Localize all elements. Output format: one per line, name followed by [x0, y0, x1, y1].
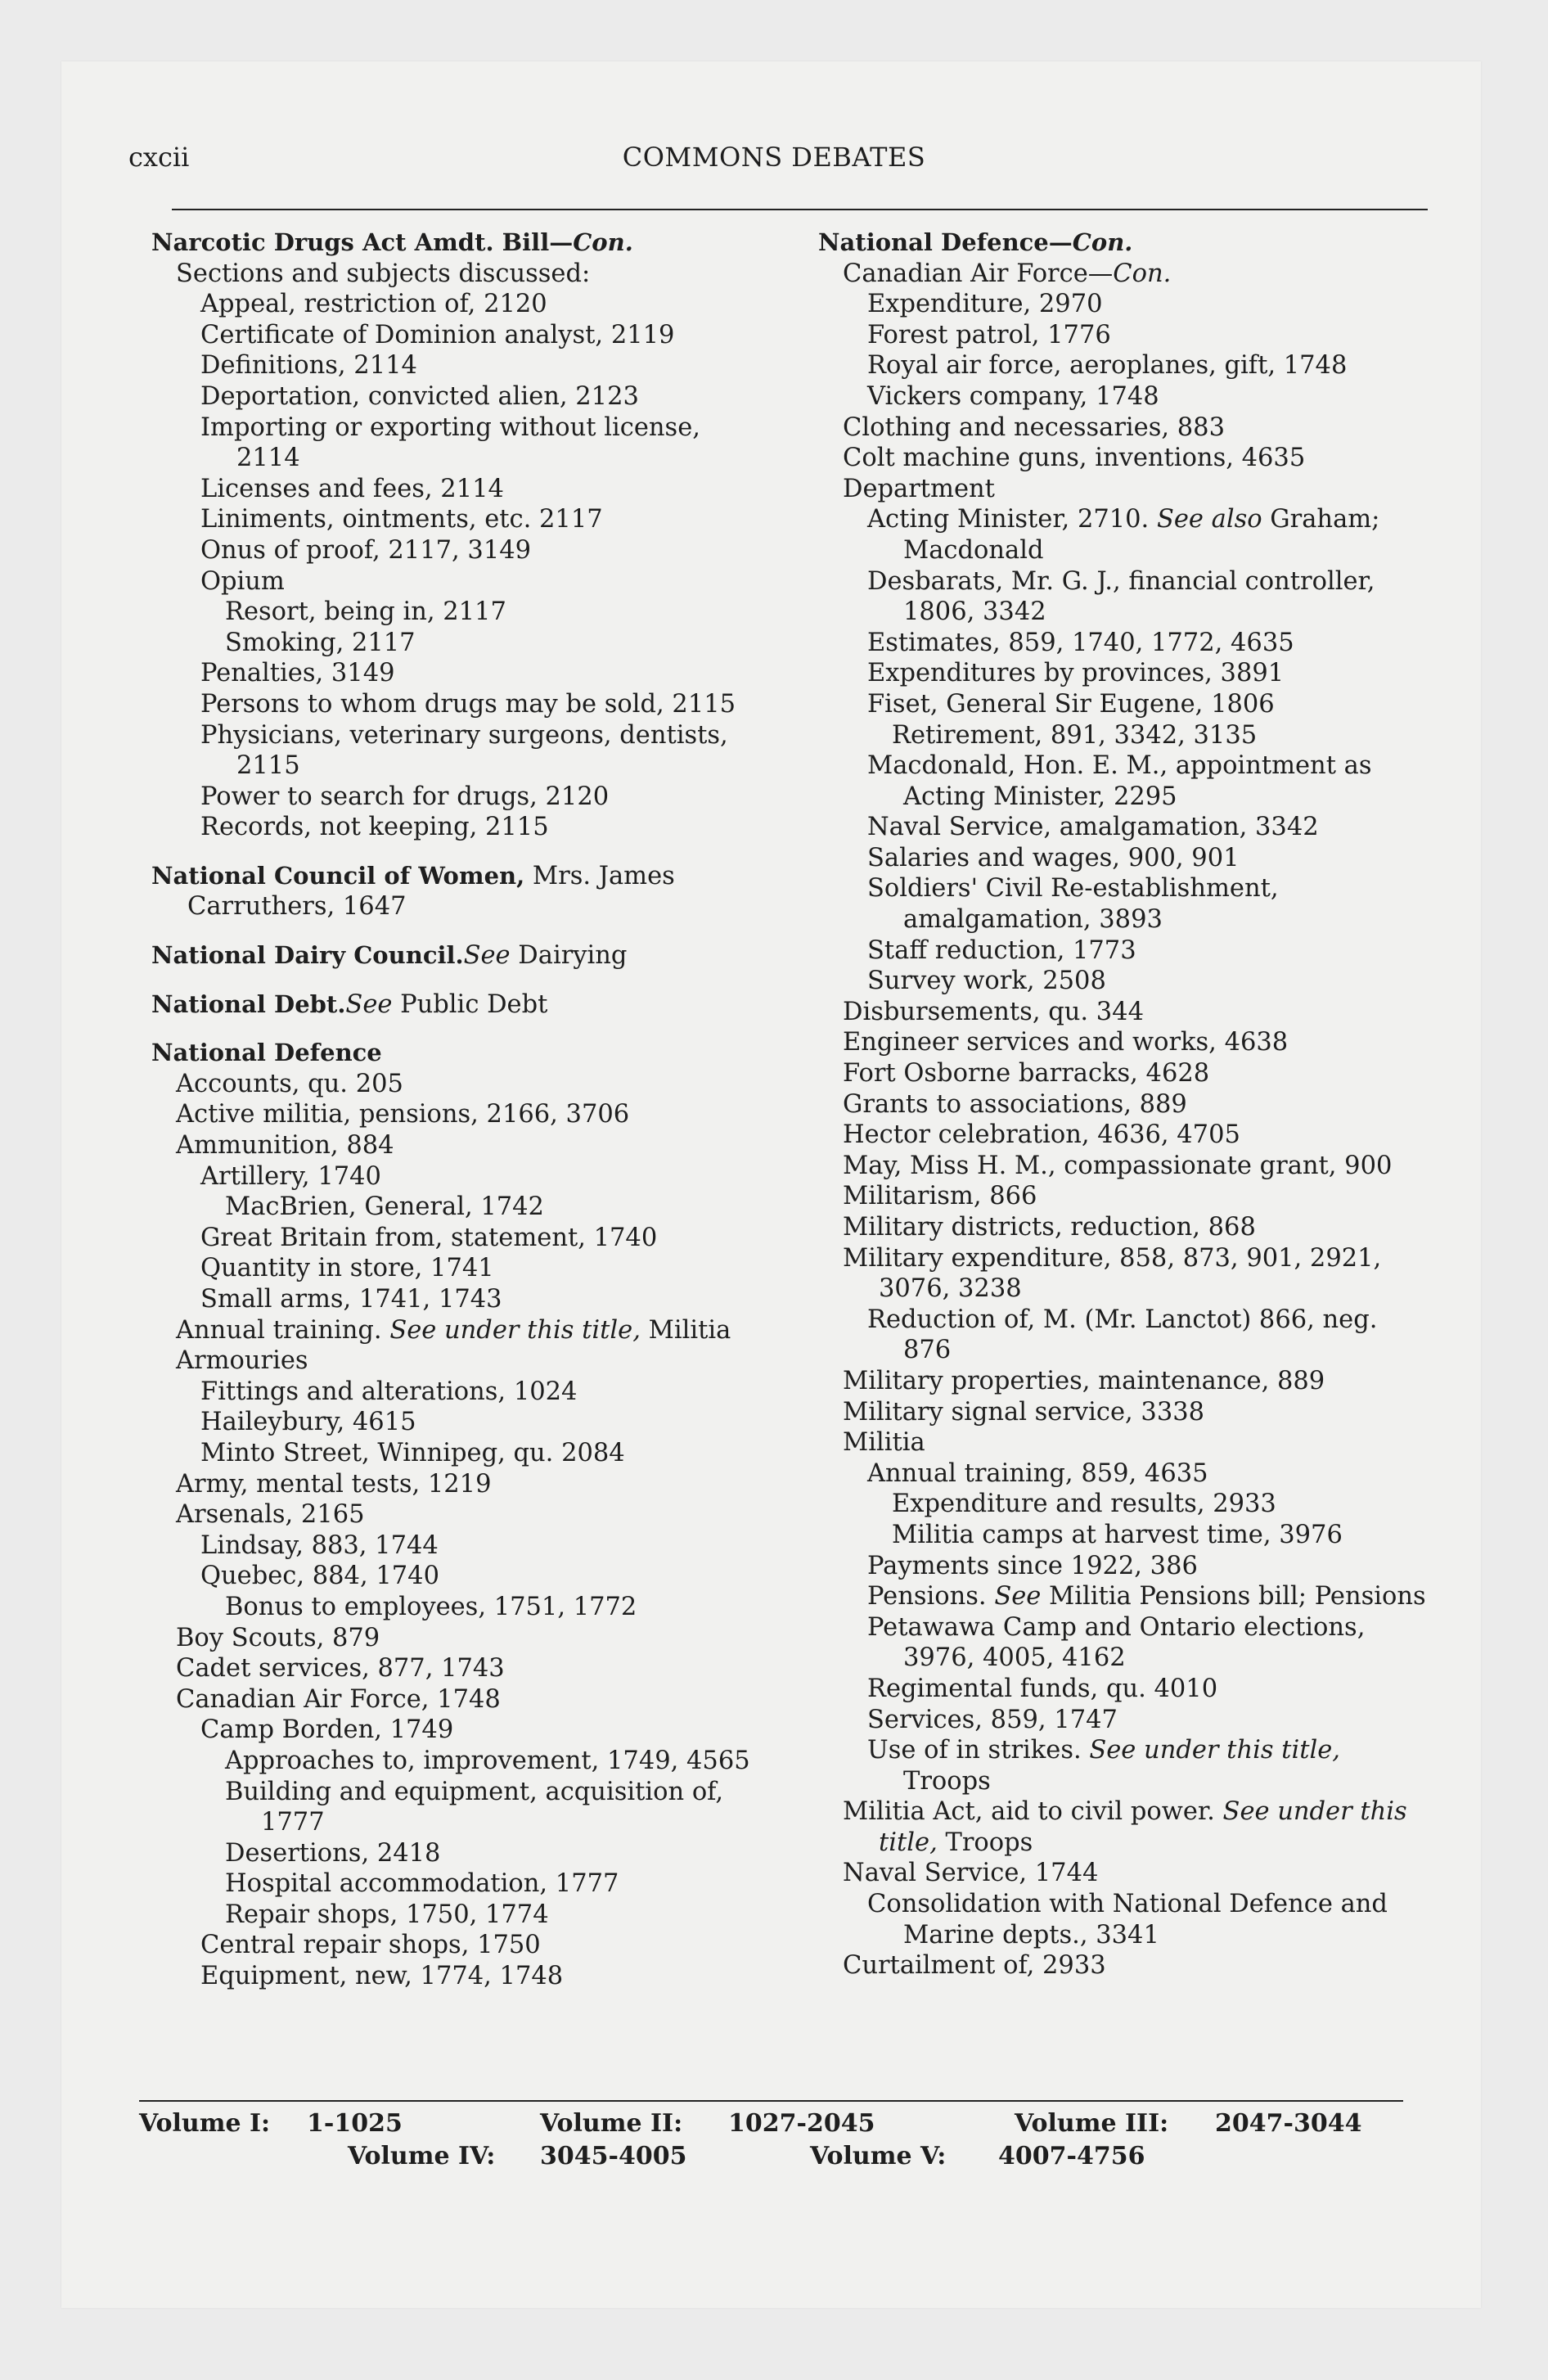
index-entry [151, 259, 765, 290]
entry-text: Small arms, 1741, 1743 [200, 1285, 502, 1314]
index-column-right [818, 228, 1432, 1981]
entry-text: Expenditures by provinces, 3891 [867, 659, 1285, 688]
index-entry [818, 1889, 1432, 1950]
index-entry [818, 628, 1432, 659]
index-entry [818, 1612, 1432, 1674]
index-entry [818, 289, 1432, 320]
entry-text: Minto Street, Winnipeg, qu. 2084 [200, 1438, 625, 1467]
index-entry [818, 350, 1432, 381]
entry-text: Regimental funds, qu. 4010 [867, 1674, 1218, 1703]
index-entry [818, 1027, 1432, 1058]
volume-4-label: Volume IV: [348, 2142, 496, 2170]
index-entry [151, 720, 765, 782]
index-entry [151, 782, 765, 813]
entry-text: Boy Scouts, 879 [176, 1623, 380, 1652]
entry-text: Camp Borden, 1749 [200, 1715, 454, 1745]
page-number: cxcii [128, 142, 190, 173]
index-entry [818, 751, 1432, 812]
index-entry [818, 1735, 1432, 1796]
volume-4-range: 3045-4005 [540, 2142, 687, 2170]
entry-text: Accounts, qu. 205 [176, 1069, 403, 1098]
index-entry [151, 1561, 765, 1592]
index-entry [151, 1438, 765, 1469]
index-entry [818, 474, 1432, 505]
index-entry [151, 1623, 765, 1654]
index-entry [818, 1366, 1432, 1397]
entry-text: Mrs. James Carruthers, 1647 [187, 861, 675, 922]
entry-text: Clothing and necessaries, 883 [843, 412, 1225, 442]
entry-see: See also [1156, 505, 1262, 534]
index-entry [818, 997, 1432, 1028]
index-entry [818, 843, 1432, 874]
entry-text2: Militia [640, 1315, 731, 1345]
entry-head: National Defence— [818, 228, 1073, 256]
index-entry [151, 1284, 765, 1315]
index-entry [151, 1530, 765, 1562]
entry-text: Consolidation with National Defence and Marine depts., 3341 [867, 1890, 1388, 1950]
index-entry [151, 289, 765, 320]
entry-text: Resort, being in, 2117 [225, 597, 506, 627]
index-entry [151, 1253, 765, 1284]
volume-5-range: 4007-4756 [998, 2142, 1145, 2170]
index-entry [151, 1777, 765, 1838]
entry-text: Hospital accommodation, 1777 [225, 1869, 619, 1899]
index-entry [151, 381, 765, 412]
entry-text: Hector celebration, 4636, 4705 [843, 1120, 1240, 1150]
entry-text: Engineer services and works, 4638 [843, 1028, 1289, 1057]
index-entry [151, 689, 765, 720]
entry-see: See [345, 989, 393, 1019]
index-entry [151, 1130, 765, 1161]
entry-text: Salaries and wages, 900, 901 [867, 843, 1240, 872]
index-entry [818, 935, 1432, 967]
entry-text: Certificate of Dominion analyst, 2119 [200, 320, 675, 349]
entry-text: Great Britain from, statement, 1740 [200, 1223, 658, 1252]
index-entry [151, 320, 765, 351]
entry-head: National Dairy Council. [151, 941, 464, 970]
entry-text: MacBrien, General, 1742 [225, 1192, 544, 1222]
index-column-left [151, 228, 765, 1992]
volume-2-label: Volume II: [540, 2109, 683, 2138]
entry-text: Definitions, 2114 [200, 351, 417, 381]
index-entry [818, 412, 1432, 444]
index-entry [818, 1427, 1432, 1458]
index-entry [818, 1858, 1432, 1889]
entry-text: Pensions. [867, 1582, 995, 1611]
entry-text: Sections and subjects discussed: [176, 259, 591, 288]
entry-text: Importing or exporting without license, 2114 [200, 412, 700, 473]
entry-text: Armouries [176, 1346, 308, 1376]
index-entry [818, 1520, 1432, 1551]
entry-text: Canadian Air Force— [843, 259, 1114, 288]
running-title: COMMONS DEBATES [622, 142, 926, 173]
entry-text: Arsenals, 2165 [176, 1500, 365, 1530]
index-entry [151, 535, 765, 566]
entry-see: See under this title, [879, 1797, 1407, 1857]
entry-text: Disbursements, qu. 344 [843, 997, 1144, 1026]
entry-text: Royal air force, aeroplanes, gift, 1748 [867, 351, 1348, 381]
index-entry [818, 1950, 1432, 1981]
entry-text: Persons to whom drugs may be sold, 2115 [200, 689, 736, 719]
entry-text: Soldiers' Civil Re-establishment, amalgamation, 3893 [867, 874, 1279, 935]
index-entry [151, 1223, 765, 1254]
page-header [0, 141, 1548, 174]
index-entry [818, 381, 1432, 412]
entry-text: Military districts, reduction, 868 [843, 1213, 1256, 1242]
entry-text: Public Debt [392, 989, 548, 1019]
entry-text: Artillery, 1740 [200, 1161, 381, 1191]
index-entry [818, 658, 1432, 689]
entry-text: Services, 859, 1747 [867, 1705, 1118, 1734]
index-entry [818, 1089, 1432, 1120]
entry-text: May, Miss H. M., compassionate grant, 900 [843, 1151, 1393, 1180]
entry-text: Curtailment of, 2933 [843, 1951, 1106, 1981]
index-entry [151, 1868, 765, 1900]
index-entry [151, 597, 765, 628]
entry-head: National Council of Women, [151, 861, 525, 890]
index-heading [151, 861, 765, 922]
entry-see: See [463, 941, 511, 971]
entry-text: Militia Act, aid to civil power. [843, 1797, 1223, 1827]
index-entry [818, 1151, 1432, 1182]
index-entry [151, 658, 765, 689]
entry-text: Licenses and fees, 2114 [200, 474, 504, 503]
entry-text: Opium [200, 566, 285, 596]
index-entry [818, 1212, 1432, 1243]
index-entry [818, 1120, 1432, 1151]
index-entry [818, 1305, 1432, 1366]
entry-text: Army, mental tests, 1219 [176, 1469, 492, 1499]
entry-text: Petawawa Camp and Ontario elections, 3976, 4005, 4162 [867, 1612, 1366, 1673]
entry-text: Physicians, veterinary surgeons, dentists, 2115 [200, 720, 728, 781]
index-heading [151, 1038, 765, 1069]
entry-text: Naval Service, amalgamation, 3342 [867, 813, 1319, 842]
index-entry [151, 1161, 765, 1192]
entry-text: Liniments, ointments, etc. 2117 [200, 505, 603, 534]
index-entry [818, 443, 1432, 474]
index-entry [818, 504, 1432, 566]
entry-text2: Militia Pensions bill; Pensions [1041, 1582, 1426, 1611]
entry-text: Dairying [510, 941, 628, 971]
entry-head: National Defence [151, 1039, 382, 1067]
entry-text: Colt machine guns, inventions, 4635 [843, 444, 1306, 473]
index-entry [151, 1930, 765, 1961]
entry-text: Annual training. [176, 1315, 390, 1345]
entry-text: Lindsay, 883, 1744 [200, 1530, 439, 1560]
entry-text: Department [843, 474, 995, 503]
entry-text: Quebec, 884, 1740 [200, 1562, 439, 1591]
entry-text: Ammunition, 884 [176, 1131, 394, 1161]
index-entry [151, 350, 765, 381]
volume-1-range: 1-1025 [307, 2109, 403, 2138]
entry-text: Building and equipment, acquisition of, 1777 [225, 1777, 724, 1837]
entry-text: Fittings and alterations, 1024 [200, 1377, 578, 1406]
index-heading [151, 989, 765, 1021]
index-entry [818, 1458, 1432, 1490]
header-rule [172, 209, 1428, 210]
volume-5-label: Volume V: [810, 2142, 947, 2170]
index-entry [818, 320, 1432, 351]
entry-text: Desbarats, Mr. G. J., financial controller, 1806, 3342 [867, 566, 1375, 627]
entry-text: Onus of proof, 2117, 3149 [200, 535, 532, 565]
entry-text2: Troops [937, 1828, 1033, 1857]
index-entry [151, 566, 765, 597]
index-entry [818, 1489, 1432, 1520]
entry-text: Annual training, 859, 4635 [867, 1458, 1208, 1488]
index-entry [151, 1099, 765, 1130]
entry-text: Approaches to, improvement, 1749, 4565 [225, 1746, 750, 1775]
volume-1-label: Volume I: [139, 2109, 271, 2138]
index-entry [151, 1499, 765, 1530]
index-entry [151, 1346, 765, 1377]
entry-italic-tail: Con. [1113, 259, 1172, 288]
index-entry [818, 1551, 1432, 1582]
index-entry [818, 689, 1432, 720]
entry-text2: Troops [903, 1766, 991, 1796]
entry-text: Payments since 1922, 386 [867, 1551, 1198, 1580]
index-entry [151, 1592, 765, 1623]
entry-text: Vickers company, 1748 [867, 381, 1159, 411]
entry-text: Haileybury, 4615 [200, 1408, 416, 1437]
entry-text: Forest patrol, 1776 [867, 320, 1111, 349]
entry-text: Estimates, 859, 1740, 1772, 4635 [867, 628, 1294, 657]
index-entry [818, 1397, 1432, 1428]
entry-see: See under this title, [389, 1315, 641, 1345]
index-heading [151, 940, 765, 971]
entry-text: Bonus to employees, 1751, 1772 [225, 1592, 637, 1621]
entry-text: Smoking, 2117 [225, 628, 416, 657]
entry-text: Militia [843, 1428, 925, 1458]
entry-text: Retirement, 891, 3342, 3135 [892, 720, 1258, 750]
entry-text: Survey work, 2508 [867, 967, 1106, 996]
index-entry [151, 1377, 765, 1408]
entry-text: Naval Service, 1744 [843, 1859, 1099, 1888]
entry-text: Records, not keeping, 2115 [200, 813, 549, 842]
index-entry [818, 1058, 1432, 1089]
entry-text: Militia camps at harvest time, 3976 [892, 1520, 1343, 1549]
entry-text: Grants to associations, 889 [843, 1089, 1187, 1119]
index-entry [151, 1900, 765, 1931]
entry-text: Power to search for drugs, 2120 [200, 782, 610, 811]
entry-text: Fort Osborne barracks, 4628 [843, 1059, 1210, 1089]
index-entry [151, 1746, 765, 1777]
entry-text: Military expenditure, 858, 873, 901, 2921, 3076, 3238 [843, 1243, 1382, 1304]
index-entry [151, 1315, 765, 1346]
volume-3-label: Volume III: [1015, 2109, 1169, 2138]
index-entry [151, 1192, 765, 1223]
index-entry [818, 1581, 1432, 1612]
entry-text: Military signal service, 3338 [843, 1397, 1205, 1427]
index-entry [151, 628, 765, 659]
footer-rule [139, 2100, 1403, 2102]
index-entry [151, 812, 765, 843]
entry-text: Military properties, maintenance, 889 [843, 1366, 1325, 1395]
entry-see: See [994, 1582, 1042, 1611]
index-heading [818, 228, 1432, 259]
entry-text: Penalties, 3149 [200, 659, 395, 688]
index-entry [818, 812, 1432, 843]
entry-text: Deportation, convicted alien, 2123 [200, 381, 639, 411]
entry-text: Canadian Air Force, 1748 [176, 1684, 501, 1714]
entry-head: Narcotic Drugs Act Amdt. Bill— [151, 228, 574, 256]
index-entry [818, 1243, 1432, 1305]
entry-text: Acting Minister, 2710. [867, 505, 1157, 534]
index-entry [151, 1961, 765, 1992]
entry-text: Cadet services, 877, 1743 [176, 1654, 505, 1684]
index-entry [151, 1407, 765, 1438]
index-entry [151, 1715, 765, 1746]
index-entry [818, 566, 1432, 628]
entry-text: Equipment, new, 1774, 1748 [200, 1962, 564, 1991]
volume-3-range: 2047-3044 [1215, 2109, 1362, 2138]
index-entry [818, 966, 1432, 997]
index-entry [151, 1069, 765, 1100]
index-entry [151, 412, 765, 474]
entry-text: Active militia, pensions, 2166, 3706 [176, 1100, 630, 1129]
entry-text: Central repair shops, 1750 [200, 1931, 541, 1960]
volume-2-range: 1027-2045 [728, 2109, 875, 2138]
entry-head-italic: Con. [573, 228, 633, 256]
entry-text: Fiset, General Sir Eugene, 1806 [867, 689, 1275, 719]
entry-text: Macdonald, Hon. E. M., appointment as Acting Minister, 2295 [867, 751, 1372, 811]
entry-text: Expenditure, 2970 [867, 290, 1103, 319]
entry-see: See under this title, [1089, 1736, 1340, 1765]
index-entry [818, 1674, 1432, 1705]
entry-head: National Debt. [151, 989, 346, 1018]
index-heading [151, 228, 765, 259]
entry-text: Desertions, 2418 [225, 1838, 441, 1868]
index-entry [151, 1469, 765, 1500]
index-entry [818, 1181, 1432, 1212]
entry-text: Repair shops, 1750, 1774 [225, 1900, 549, 1929]
index-entry [818, 1796, 1432, 1858]
index-entry [151, 1653, 765, 1684]
entry-head-italic: Con. [1072, 228, 1133, 256]
index-entry [151, 504, 765, 535]
entry-text: Appeal, restriction of, 2120 [200, 290, 547, 319]
entry-text: Use of in strikes. [867, 1736, 1090, 1765]
entry-text: Quantity in store, 1741 [200, 1254, 494, 1283]
index-entry [818, 1705, 1432, 1736]
entry-text: Reduction of, M. (Mr. Lanctot) 866, neg. 876 [867, 1305, 1378, 1365]
entry-text: Expenditure and results, 2933 [892, 1490, 1276, 1519]
entry-text: Militarism, 866 [843, 1182, 1037, 1211]
entry-text: Staff reduction, 1773 [867, 935, 1136, 965]
index-entry [818, 720, 1432, 751]
index-entry [818, 259, 1432, 290]
entry-text2: Graham; Macdonald [903, 505, 1380, 565]
index-entry [818, 873, 1432, 935]
index-entry [151, 474, 765, 505]
index-entry [151, 1838, 765, 1869]
index-entry [151, 1684, 765, 1715]
